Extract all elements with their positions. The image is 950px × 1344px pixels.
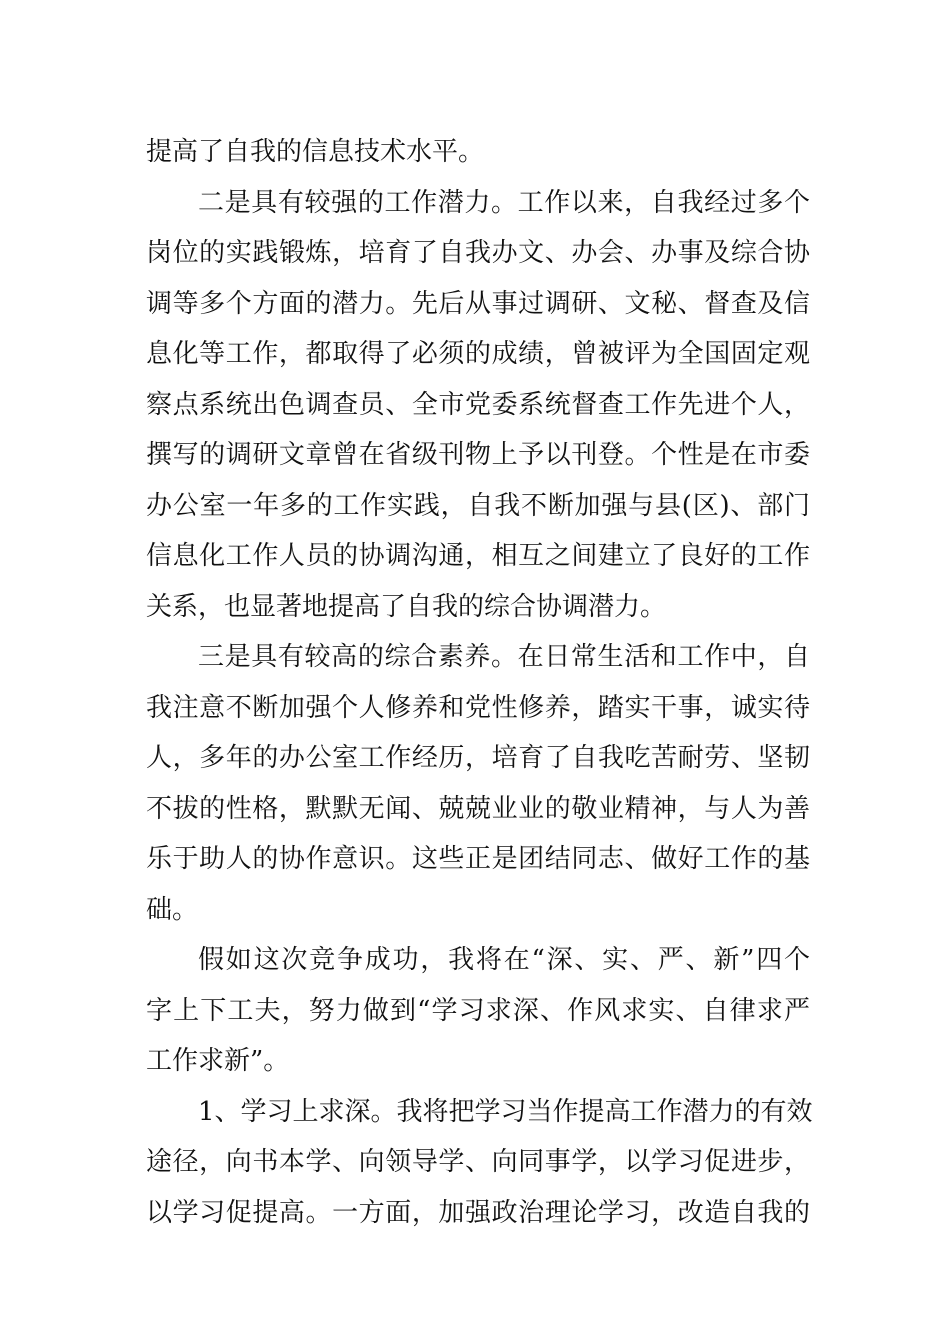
text-line: 关系，也显著地提高了自我的综合协调潜力。 [146, 591, 667, 622]
text-line: 础。 [146, 894, 199, 925]
text-line: 假如这次竞争成功，我将在“深、实、严、新”四个 [198, 945, 810, 975]
text-line: 三是具有较高的综合素养。在日常生活和工作中，自 [198, 642, 810, 672]
text-line: 不拔的性格，默默无闻、兢兢业业的敬业精神，与人为善 [146, 793, 810, 824]
text-line: 息化等工作，都取得了必须的成绩，曾被评为全国固定观 [146, 339, 810, 369]
text-line: 我注意不断加强个人修养和党性修养，踏实干事，诚实待 [146, 692, 810, 723]
text-line: 撰写的调研文章曾在省级刊物上予以刊登。个性是在市委 [146, 440, 810, 470]
text-line: 乐于助人的协作意识。这些正是团结同志、做好工作的基 [146, 844, 810, 874]
text-line: 人，多年的办公室工作经历，培育了自我吃苦耐劳、坚韧 [146, 743, 810, 773]
text-line: 以学习促提高。一方面，加强政治理论学习，改造自我的 [146, 1197, 810, 1228]
text-line: 信息化工作人员的协调沟通，相互之间建立了良好的工作 [146, 541, 810, 571]
text-line: 岗位的实践锻炼，培育了自我办文、办会、办事及综合协 [146, 238, 810, 268]
text-line: 1、学习上求深。我将把学习当作提高工作潜力的有效 [198, 1096, 813, 1127]
text-line: 工作求新”。 [146, 1046, 290, 1076]
text-line: 二是具有较强的工作潜力。工作以来，自我经过多个 [198, 187, 810, 218]
text-line: 字上下工夫，努力做到“学习求深、作风求实、自律求严 [146, 995, 810, 1026]
text-line: 途径，向书本学、向领导学、向同事学，以学习促进步， [146, 1147, 810, 1177]
text-line: 察点系统出色调查员、全市党委系统督查工作先进个人， [146, 389, 810, 420]
document-body [146, 127, 813, 1238]
text-line: 提高了自我的信息技术水平。 [146, 137, 485, 167]
text-line: 调等多个方面的潜力。先后从事过调研、文秘、督查及信 [146, 288, 810, 319]
text-line: 办公室一年多的工作实践，自我不断加强与县(区)、部门 [146, 490, 810, 521]
